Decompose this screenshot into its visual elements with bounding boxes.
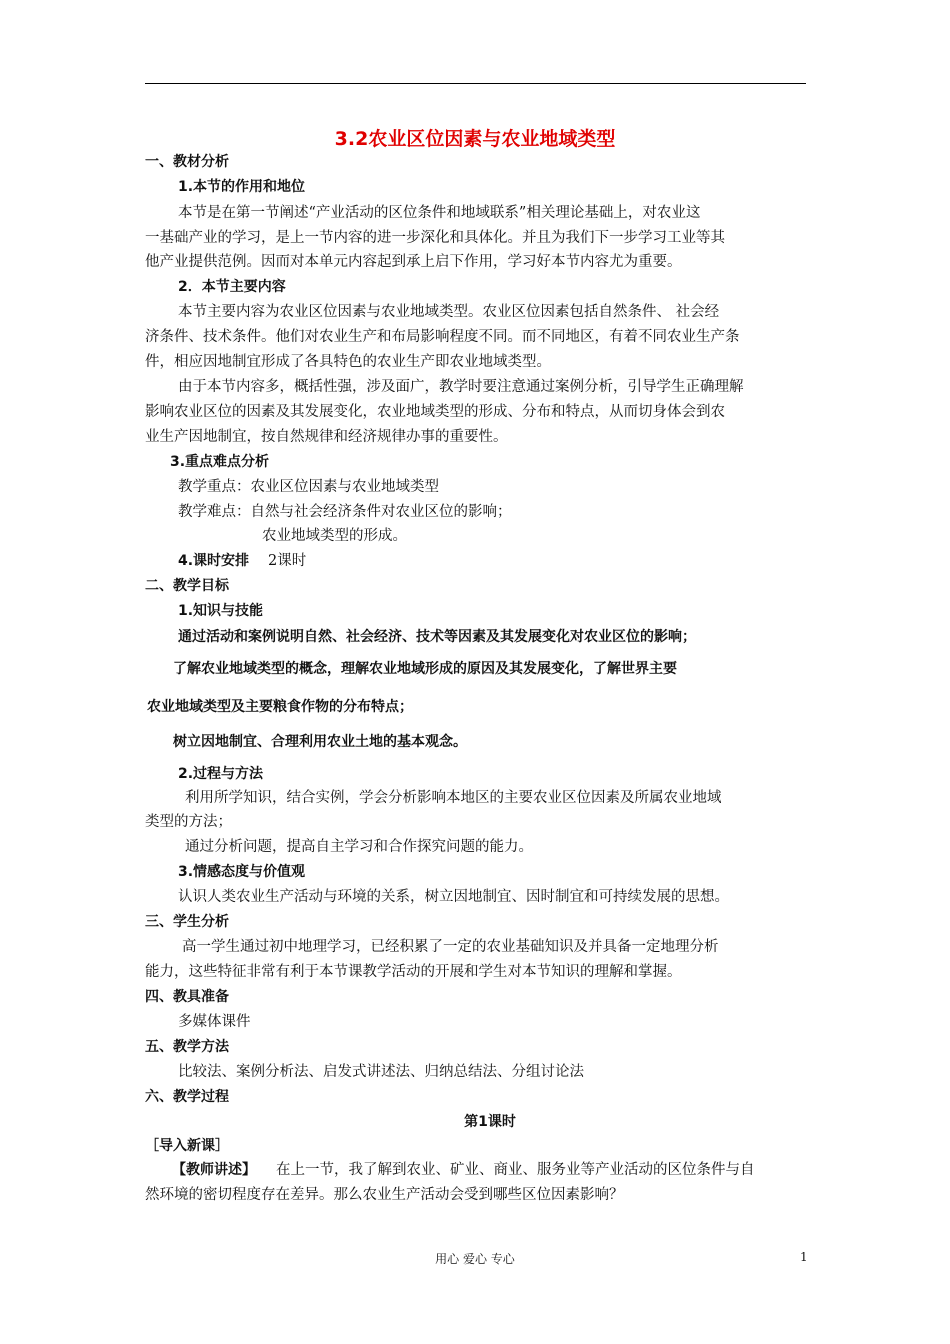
subheading: 2．本节主要内容 [178, 279, 286, 295]
paragraph-line: 教学难点：自然与社会经济条件对农业区位的影响； [178, 504, 512, 520]
page-title: 3.2农业区位因素与农业地域类型 [334, 128, 616, 150]
paragraph-line: 类型的方法； [145, 814, 232, 830]
page-footer: 用心 爱心 专心 [435, 1252, 515, 1266]
paragraph-line: 利用所学知识，结合实例，学会分析影响本地区的主要农业区位因素及所属农业地域 [185, 790, 722, 806]
paragraph-line: 本节主要内容为农业区位因素与农业地域类型。农业区位因素包括自然条件、 社会经 [178, 304, 720, 320]
paragraph-line: 业生产因地制宜，按自然规律和经济规律办事的重要性。 [145, 429, 508, 445]
paragraph-line: 影响农业区位的因素及其发展变化，农业地域类型的形成、分布和特点，从而切身体会到农 [145, 404, 725, 420]
paragraph-line: 济条件、技术条件。他们对农业生产和布局影响程度不同。而不同地区，有着不同农业生产条 [145, 329, 740, 345]
paragraph-line: 认识人类农业生产活动与环境的关系，树立因地制宜、因时制宜和可持续发展的思想。 [178, 889, 729, 905]
paragraph-line: 然环境的密切程度存在差异。那么农业生产活动会受到哪些区位因素影响？ [145, 1187, 624, 1203]
header-rule [145, 83, 806, 84]
paragraph-line: 由于本节内容多，概括性强，涉及面广，教学时要注意通过案例分析，引导学生正确理解 [178, 379, 744, 395]
section-heading-3: 三、学生分析 [145, 914, 229, 930]
paragraph-line: 教学重点：农业区位因素与农业地域类型 [178, 479, 439, 495]
bold-paragraph-line: 农业地域类型及主要粮食作物的分布特点； [147, 699, 413, 715]
paragraph-line: 他产业提供范例。因而对本单元内容起到承上启下作用，学习好本节内容尤为重要。 [145, 254, 682, 270]
paragraph-line: 件，相应因地制宜形成了各具特色的农业生产即农业地域类型。 [145, 354, 551, 370]
paragraph-line: 比较法、案例分析法、启发式讲述法、归纳总结法、分组讨论法 [178, 1064, 584, 1080]
paragraph-line: 2课时 [268, 553, 307, 569]
paragraph-line: 一基础产业的学习，是上一节内容的进一步深化和具体化。并且为我们下一步学习工业等其 [145, 230, 725, 246]
paragraph-line: 本节是在第一节阐述“产业活动的区位条件和地域联系”相关理论基础上，对农业这 [178, 205, 701, 221]
section-heading-5: 五、教学方法 [145, 1039, 229, 1055]
bold-paragraph-line: 了解农业地域类型的概念，理解农业地域形成的原因及其发展变化，了解世界主要 [173, 661, 677, 677]
lesson-heading: 第1课时 [464, 1114, 516, 1130]
subheading: 1.知识与技能 [178, 603, 264, 619]
subheading: 3.情感态度与价值观 [178, 864, 306, 880]
subheading: 2.过程与方法 [178, 766, 264, 782]
section-heading-1: 一、教材分析 [145, 154, 229, 170]
subheading: 3.重点难点分析 [170, 454, 270, 470]
paragraph-line: 高一学生通过初中地理学习，已经积累了一定的农业基础知识及并具备一定地理分析 [182, 939, 719, 955]
paragraph-line: 多媒体课件 [178, 1014, 251, 1030]
section-heading-2: 二、教学目标 [145, 578, 229, 594]
bold-paragraph-line: 树立因地制宜、合理利用农业土地的基本观念。 [173, 734, 467, 750]
section-heading-6: 六、教学过程 [145, 1089, 229, 1105]
subheading: 1.本节的作用和地位 [178, 179, 306, 195]
paragraph-line: 在上一节，我了解到农业、矿业、商业、服务业等产业活动的区位条件与自 [276, 1162, 755, 1178]
section-heading-4: 四、教具准备 [145, 989, 229, 1005]
paragraph-line: 通过分析问题，提高自主学习和合作探究问题的能力。 [185, 839, 533, 855]
subheading: ［导入新课］ [145, 1138, 229, 1154]
paragraph-line: 农业地域类型的形成。 [262, 528, 407, 544]
page-number: 1 [800, 1250, 808, 1264]
paragraph-line: 能力，这些特征非常有利于本节课教学活动的开展和学生对本节知识的理解和掌握。 [145, 964, 682, 980]
subheading: 4.课时安排 [178, 553, 250, 569]
speaker-label: 【教师讲述】 [172, 1162, 256, 1178]
bold-paragraph-line: 通过活动和案例说明自然、社会经济、技术等因素及其发展变化对农业区位的影响； [178, 629, 696, 645]
